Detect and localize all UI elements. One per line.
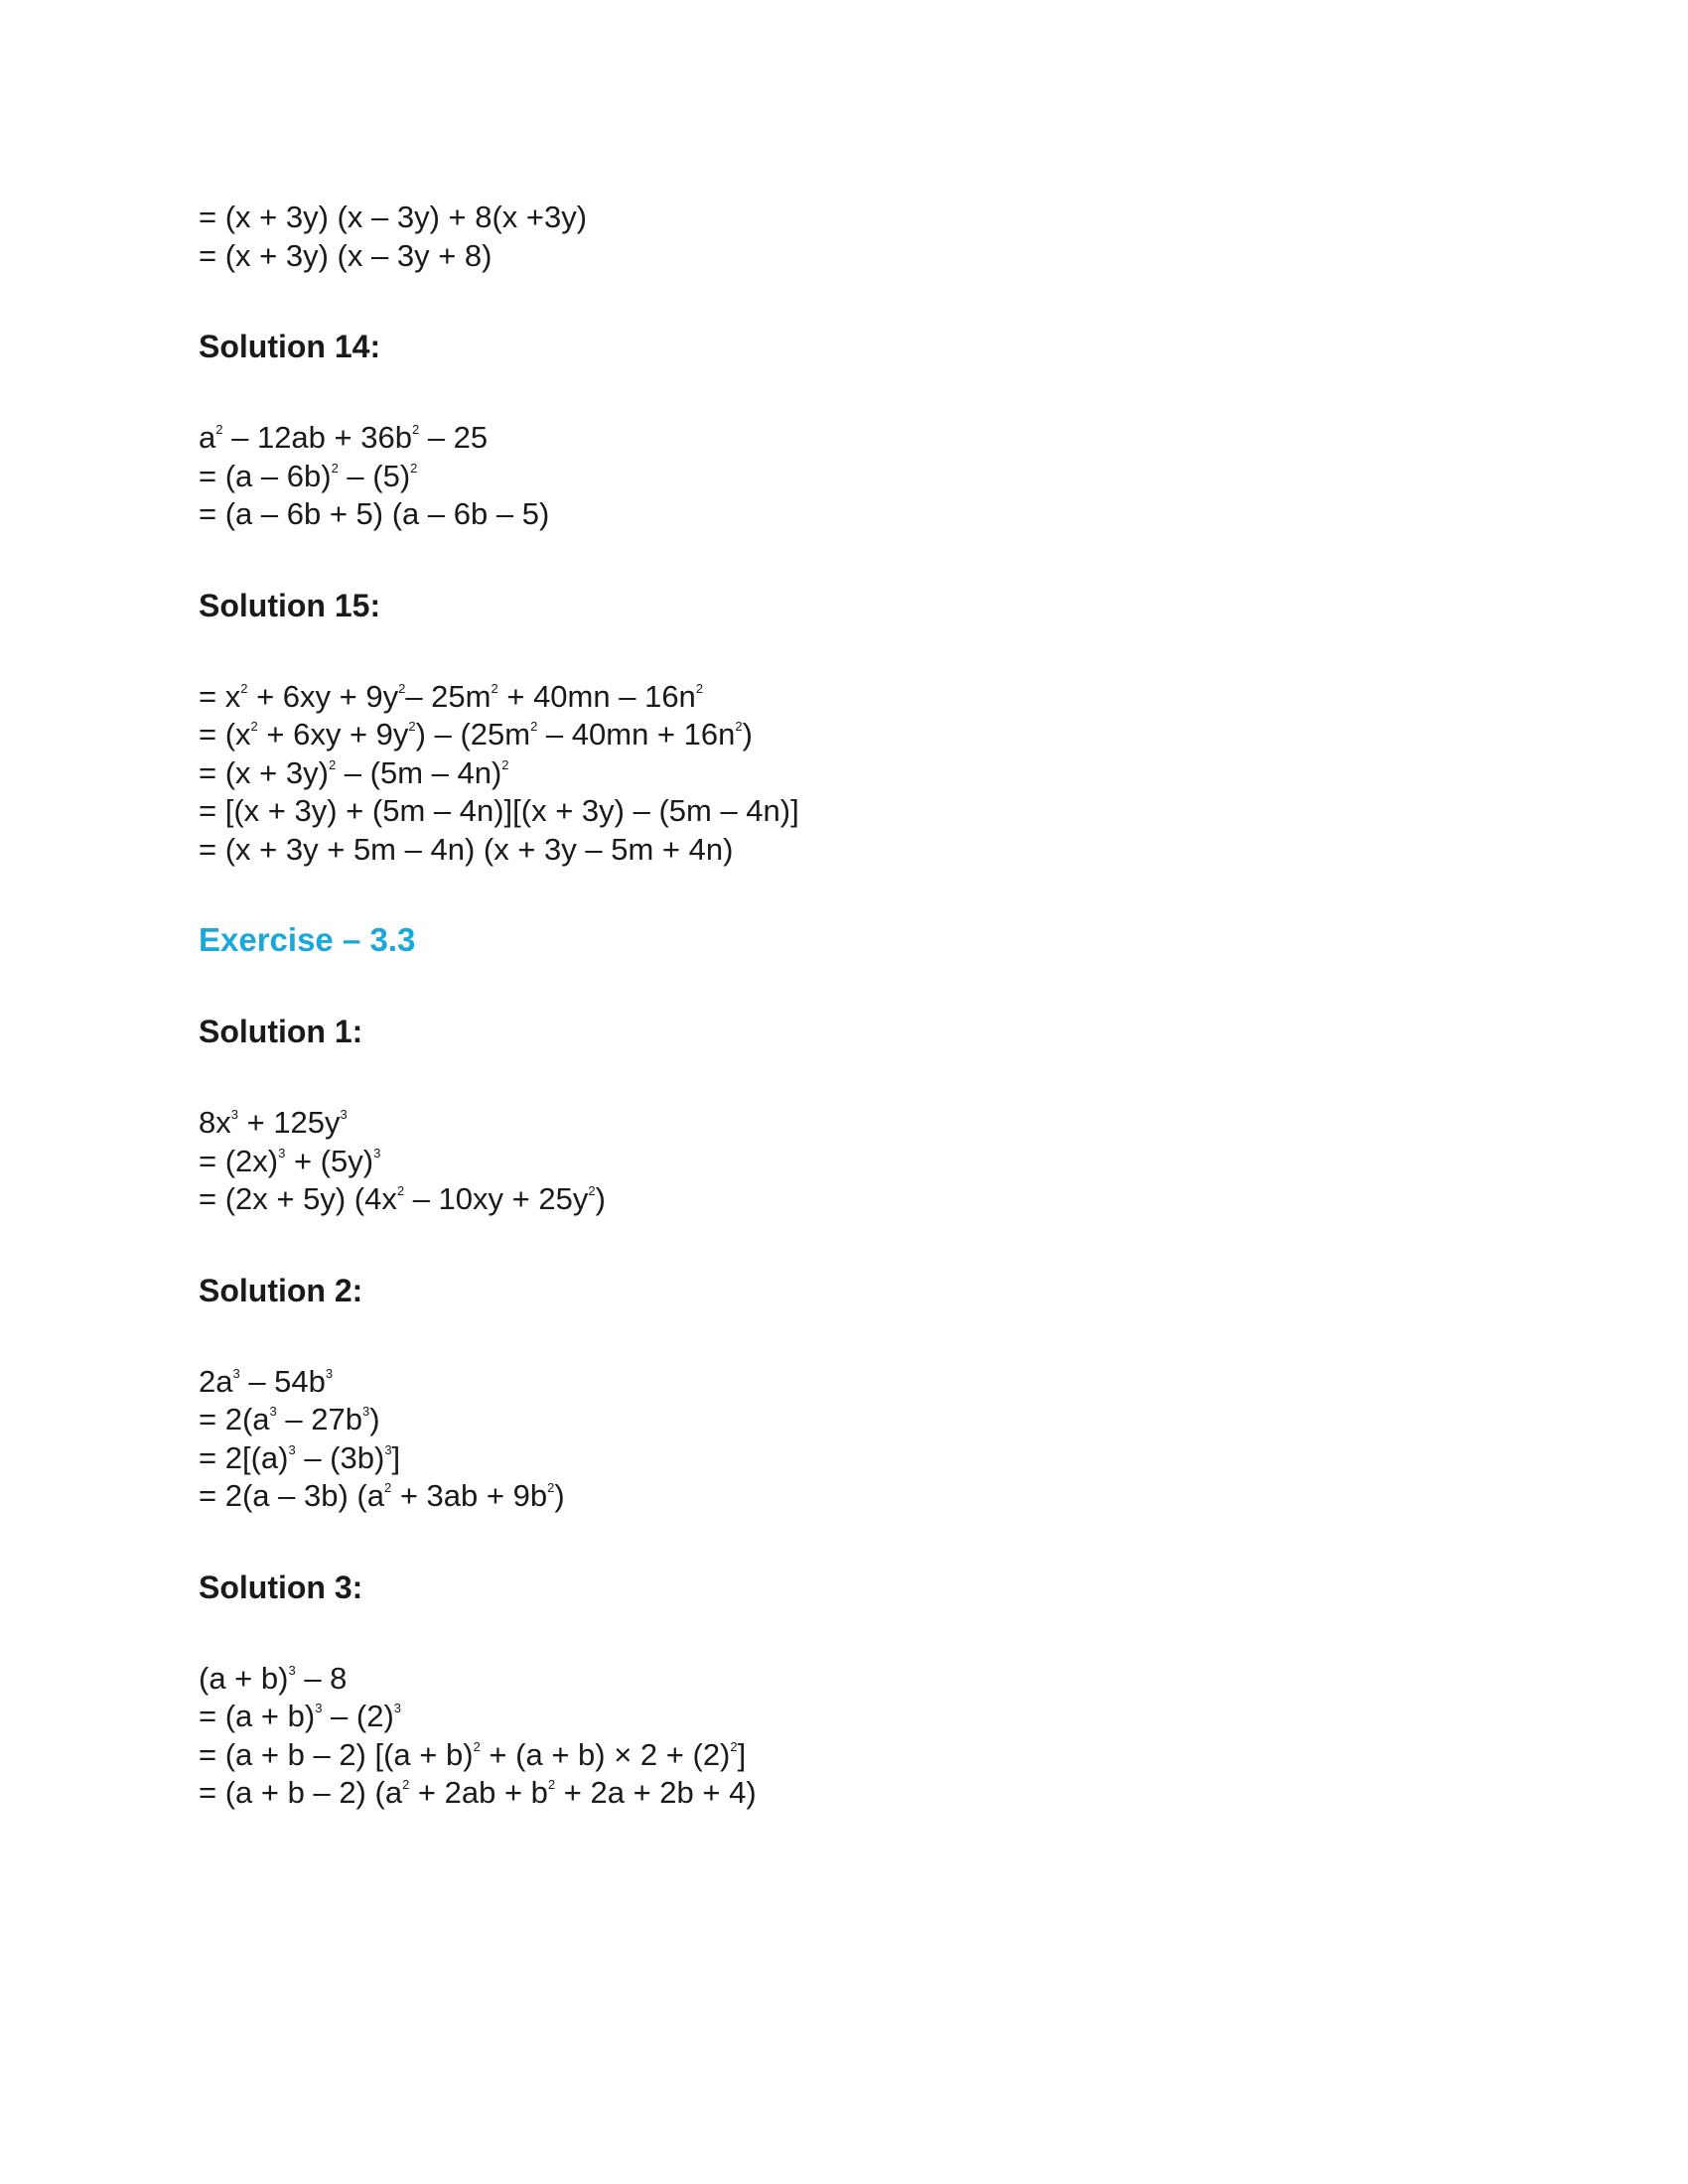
math-line: = (x + 3y + 5m – 4n) (x + 3y – 5m + 4n)	[199, 831, 734, 867]
math-line: = $2(a^3 - 27b^3)$	[199, 1402, 380, 1436]
exponent: 2	[398, 680, 406, 696]
exponent: 2	[491, 680, 498, 696]
math-line: $2a^3 - 54b^3$	[199, 1363, 334, 1399]
math-line: = $(x^2 + 6xy + 9y^2) - (25m^2 - 40mn + 16n^2)$	[199, 717, 753, 751]
exponent: 2	[331, 460, 339, 476]
math-line: = (a + b – 2) $[(a + b)^2 + (a + b) \times 2 + (2)^2]$	[199, 1736, 747, 1772]
solution-heading: Solution 15:	[199, 587, 381, 623]
math-line: = $x^2 + 6xy + 9y^2-$ $25m^2 + 40mn - 16n^2$	[199, 678, 704, 714]
math-line: = $(2x)^3 + (5y)^3$	[199, 1143, 381, 1178]
exponent: 2	[250, 719, 258, 734]
exponent: 3	[230, 1107, 238, 1122]
exponent: 3	[315, 1701, 323, 1715]
exponent: 2	[501, 756, 509, 772]
exponent: 2	[215, 422, 223, 437]
exponent: 2	[547, 1480, 555, 1495]
exponent: 3	[325, 1365, 334, 1381]
solution-body	[199, 419, 1489, 534]
math-line: = (x + 3y) (x – 3y + 8)	[199, 237, 492, 273]
exponent: 3	[278, 1145, 286, 1160]
exponent: 2	[383, 1480, 392, 1495]
math-line: = (x + 3y) (x – 3y) + 8(x +3y)	[199, 200, 588, 234]
math-line: = $2[(a)^3 - (3b)^3]$	[199, 1439, 401, 1475]
exponent: 3	[288, 1662, 296, 1678]
solution-heading: Solution 2:	[199, 1272, 363, 1308]
math-line: = (a + b – 2) $(a^2 + 2ab + b^2 + 2a + 2b + 4)$	[199, 1775, 757, 1810]
math-line: = [(x + 3y) + (5m – 4n)][(x + 3y) – (5m – 4n)]	[199, 793, 799, 828]
exponent: 2	[730, 1738, 738, 1754]
solution-heading: Solution 14:	[199, 329, 381, 364]
exponent: 3	[384, 1441, 392, 1457]
math-line: $8x^3 + 125y^3$	[199, 1105, 348, 1140]
exponent: 3	[232, 1365, 240, 1381]
exponent: 2	[410, 460, 418, 476]
continuation-block	[199, 199, 1489, 275]
exercise-title: Exercise – 3.3	[199, 921, 416, 958]
math-line: = (2x + 5y) $(4x^2 - 10xy + 25y^2)$	[199, 1181, 606, 1216]
math-line: = $(a + b)^3 - (2)^3$	[199, 1699, 402, 1733]
solution-body	[199, 1104, 1489, 1219]
document-page	[199, 199, 1489, 1813]
exponent: 2	[588, 1183, 596, 1198]
math-line: = 2(a – 3b) $(a^2 + 3ab + 9b^2)$	[199, 1478, 565, 1513]
math-line: = (a – 6b + 5) (a – 6b – 5)	[199, 496, 550, 531]
exponent: 2	[530, 719, 538, 734]
solution-body	[199, 1660, 1489, 1813]
exponent: 2	[240, 680, 248, 696]
exponent: 2	[695, 680, 704, 696]
exponent: 2	[402, 1777, 410, 1792]
exponent: 3	[393, 1701, 402, 1715]
exponent: 2	[408, 719, 416, 734]
solution-heading: Solution 3:	[199, 1569, 363, 1605]
exponent: 3	[373, 1145, 381, 1160]
exponent: 3	[340, 1107, 348, 1122]
solution-heading: Solution 1:	[199, 1014, 363, 1049]
exponent: 2	[473, 1738, 481, 1754]
math-line: $(a + b)^3 - 8$	[199, 1660, 348, 1696]
exponent: 2	[735, 719, 743, 734]
math-line: $a^2 - 12ab + 36b^2 - 25$	[199, 420, 489, 455]
exponent: 3	[269, 1404, 277, 1419]
exponent: 2	[396, 1183, 405, 1198]
math-line: = $(x + 3y)^2 - (5m - 4n)^2$	[199, 754, 509, 790]
solution-body	[199, 1363, 1489, 1516]
solution-body	[199, 678, 1489, 870]
math-line: = $(a - 6b)^2 - (5)^2$	[199, 458, 418, 493]
exponent: 2	[547, 1777, 556, 1792]
exponent: 3	[288, 1441, 296, 1457]
exponent: 2	[411, 422, 420, 437]
exponent: 3	[361, 1404, 370, 1419]
exponent: 2	[328, 756, 337, 772]
